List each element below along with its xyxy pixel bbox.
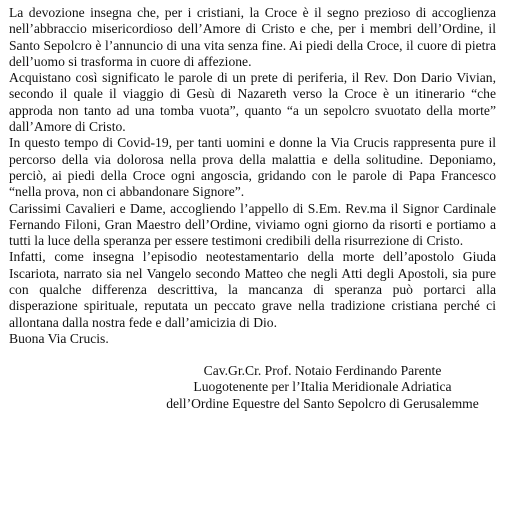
paragraph-judas: Infatti, come insegna l’episodio neotestamentario della morte dell’apostolo Giuda Iscariota, narrato sia nel Vangelo secondo Matteo che negli Atti degli Apostoli, sia pure con qualche differenza descrittiva, la mancanza di speranza può portarci alla disperazione spirituale, reputata un peccato grave nella tradizione cristiana perché ci allontana dalla nostra fede e dall’amicizia di Dio. [9,249,496,330]
signature-order: dell’Ordine Equestre del Santo Sepolcro di Gerusalemme [166,395,479,411]
letter-body [9,5,496,347]
paragraph-meaning: Acquistano così significato le parole di un prete di periferia, il Rev. Don Dario Vivian, secondo il quale il viaggio di Gesù di Nazareth verso la Croce è un itinerario “che approda non tanto ad una tomba vuota”, quanto “a un sepolcro svuotato della morte” dall’Amore di Cristo. [9,70,496,135]
paragraph-knights: Carissimi Cavalieri e Dame, accogliendo l’appello di S.Em. Rev.ma il Signor Cardinale Fernando Filoni, Gran Maestro dell’Ordine, viviamo ogni giorno da risorti e portiamo a tutti la luce della speranza per essere testimoni credibili della risurrezione di Cristo. [9,200,496,249]
paragraph-devotion: La devozione insegna che, per i cristiani, la Croce è il segno prezioso di accoglienza nell’abbraccio misericordioso dell’Amore di Cristo e che, per i membri dell’Ordine, il Santo Sepolcro è l’annuncio di una vita senza fine. Ai piedi della Croce, il cuore di pietra dell’uomo si trasforma in cuore di affezione. [9,5,496,69]
signature-title: Luogotenente per l’Italia Meridionale Adriatica [193,379,452,395]
paragraph-greeting: Buona Via Crucis. [9,330,109,346]
signature-name: Cav.Gr.Cr. Prof. Notaio Ferdinando Parente [203,363,442,378]
signature-block [9,363,496,412]
paragraph-covid: In questo tempo di Covid-19, per tanti uomini e donne la Via Crucis rappresenta pure il percorso della via dolorosa nella prova della malattia e della solitudine. Deponiamo, perciò, ai piedi della Croce ogni angoscia, gridando con le parole di Papa Francesco “nella prova, non ci abbandonare Signore”. [9,135,496,200]
